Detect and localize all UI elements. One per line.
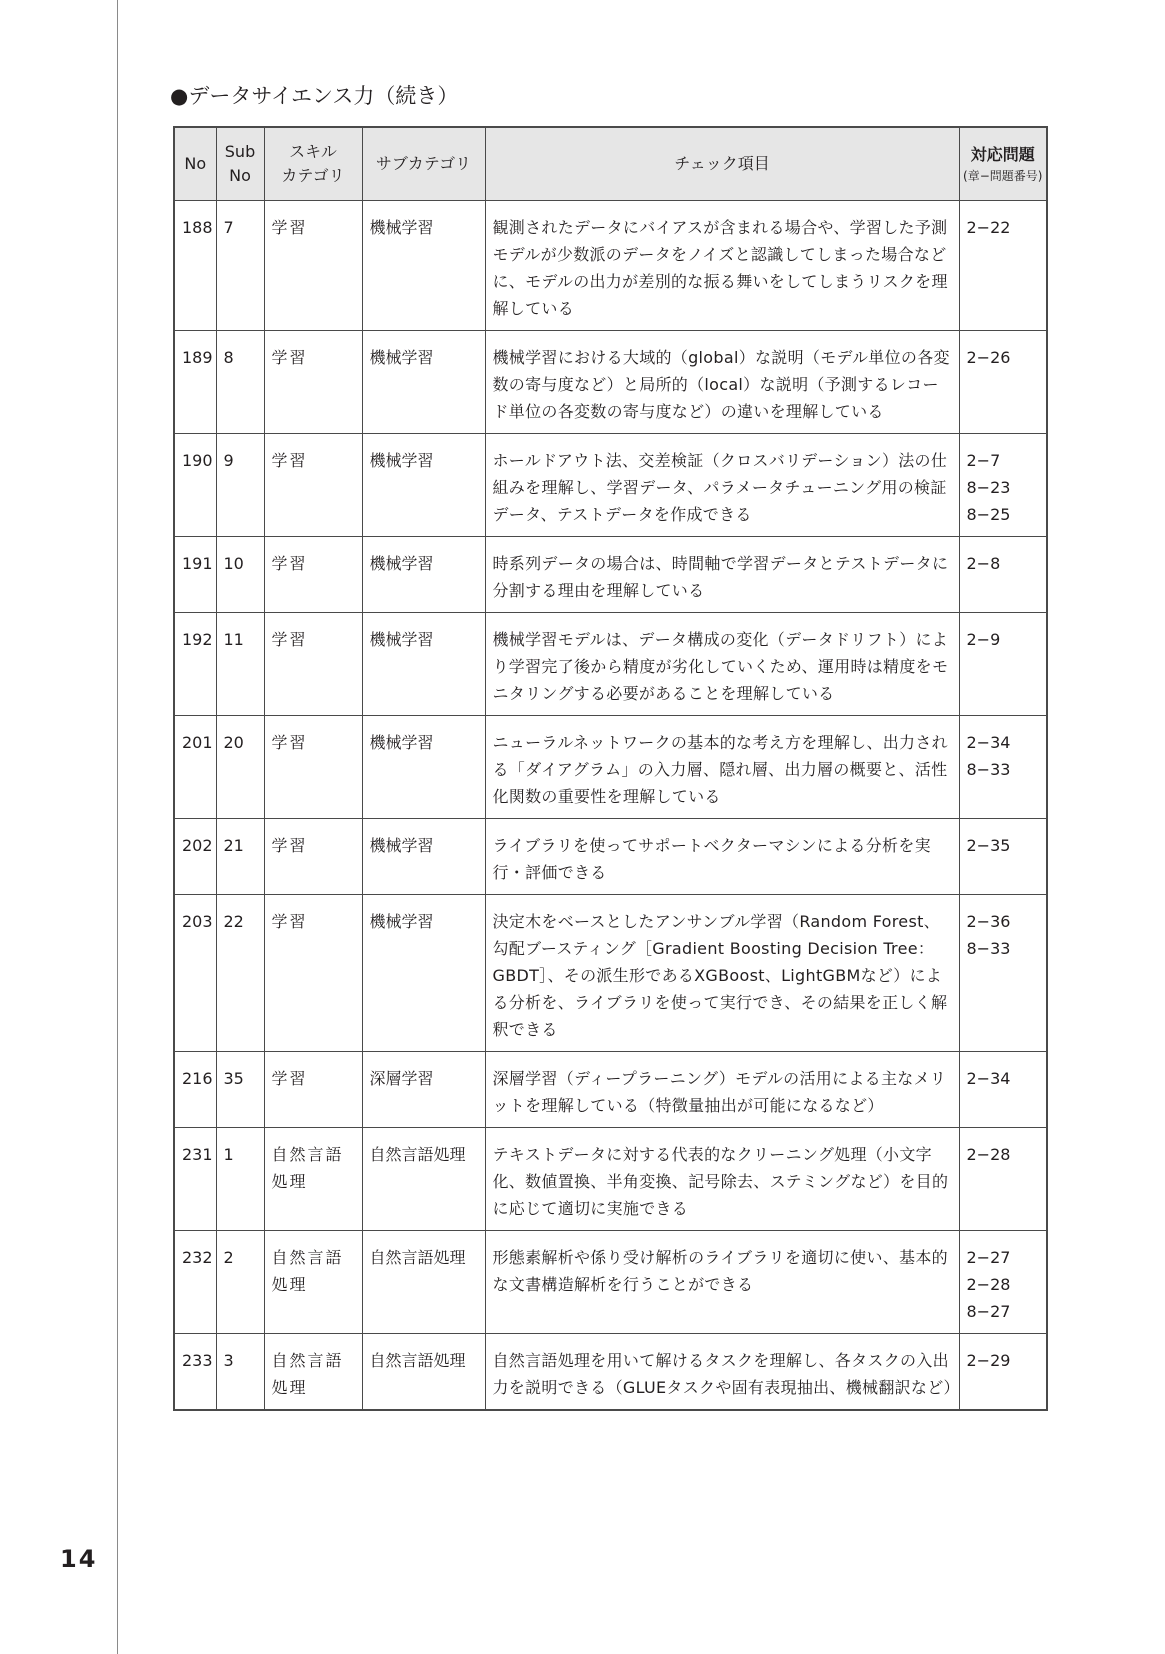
row-subcategory: 自然言語処理 xyxy=(362,1128,485,1231)
row-no: 203 xyxy=(174,895,216,1052)
row-no: 190 xyxy=(174,434,216,537)
row-sub-no: 21 xyxy=(216,819,264,895)
row-sub-no: 22 xyxy=(216,895,264,1052)
table-row xyxy=(174,716,1047,819)
row-no: 231 xyxy=(174,1128,216,1231)
table-row xyxy=(174,331,1047,434)
answer-ref: 2−8 xyxy=(966,554,1001,573)
row-subcategory: 機械学習 xyxy=(362,819,485,895)
row-answer-refs xyxy=(959,1231,1047,1334)
row-answer-refs xyxy=(959,716,1047,819)
header-sub-no-line2: No xyxy=(229,166,251,185)
table-body xyxy=(174,201,1047,1411)
answer-ref: 2−34 xyxy=(966,733,1011,752)
table-row xyxy=(174,1128,1047,1231)
row-subcategory: 機械学習 xyxy=(362,895,485,1052)
row-answer-refs xyxy=(959,1334,1047,1411)
row-skill-category: 学習 xyxy=(264,716,362,819)
header-skill-line2: カテゴリ xyxy=(281,166,345,185)
table-row xyxy=(174,613,1047,716)
answer-ref: 2−35 xyxy=(966,836,1011,855)
row-answer-refs xyxy=(959,331,1047,434)
row-answer-refs xyxy=(959,1128,1047,1231)
row-check-item: 形態素解析や係り受け解析のライブラリを適切に使い、基本的な文書構造解析を行うことができる xyxy=(485,1231,959,1334)
row-sub-no: 2 xyxy=(216,1231,264,1334)
header-check-item: チェック項目 xyxy=(485,127,959,201)
row-answer-refs xyxy=(959,1052,1047,1128)
row-sub-no: 1 xyxy=(216,1128,264,1231)
row-skill-category: 学習 xyxy=(264,1052,362,1128)
row-subcategory: 機械学習 xyxy=(362,201,485,331)
table-row xyxy=(174,819,1047,895)
row-no: 189 xyxy=(174,331,216,434)
header-no: No xyxy=(174,127,216,201)
answer-ref: 2−27 xyxy=(966,1248,1011,1267)
row-subcategory: 機械学習 xyxy=(362,613,485,716)
row-sub-no: 35 xyxy=(216,1052,264,1128)
header-skill-line1: スキル xyxy=(289,142,337,161)
table-header-row xyxy=(174,127,1047,201)
answer-ref: 2−34 xyxy=(966,1069,1011,1088)
row-subcategory: 深層学習 xyxy=(362,1052,485,1128)
row-check-item: 機械学習モデルは、データ構成の変化（データドリフト）により学習完了後から精度が劣化していくため、運用時は精度をモニタリングする必要があることを理解している xyxy=(485,613,959,716)
page-margin-line xyxy=(117,0,118,1654)
row-check-item: 観測されたデータにバイアスが含まれる場合や、学習した予測モデルが少数派のデータをノイズと認識してしまった場合などに、モデルの出力が差別的な振る舞いをしてしまうリスクを理解している xyxy=(485,201,959,331)
answer-ref: 2−28 xyxy=(966,1145,1011,1164)
row-subcategory: 機械学習 xyxy=(362,716,485,819)
row-answer-refs xyxy=(959,537,1047,613)
answer-ref: 2−36 xyxy=(966,912,1011,931)
header-answer-line1: 対応問題 xyxy=(970,145,1035,164)
row-no: 192 xyxy=(174,613,216,716)
row-subcategory: 自然言語処理 xyxy=(362,1334,485,1411)
row-check-item: 機械学習における大域的（global）な説明（モデル単位の各変数の寄与度など）と局所的（local）な説明（予測するレコード単位の各変数の寄与度など）の違いを理解している xyxy=(485,331,959,434)
answer-ref: 2−28 xyxy=(966,1275,1011,1294)
answer-ref: 8−23 xyxy=(966,478,1011,497)
row-skill-category: 自然言語処理 xyxy=(264,1231,362,1334)
row-subcategory: 自然言語処理 xyxy=(362,1231,485,1334)
row-sub-no: 7 xyxy=(216,201,264,331)
row-answer-refs xyxy=(959,434,1047,537)
header-skill-category xyxy=(264,127,362,201)
row-skill-category: 学習 xyxy=(264,331,362,434)
answer-ref: 2−29 xyxy=(966,1351,1011,1370)
row-answer-refs xyxy=(959,819,1047,895)
row-check-item: 深層学習（ディープラーニング）モデルの活用による主なメリットを理解している（特徴量抽出が可能になるなど） xyxy=(485,1052,959,1128)
answer-ref: 8−25 xyxy=(966,505,1011,524)
answer-ref: 2−9 xyxy=(966,630,1001,649)
row-sub-no: 20 xyxy=(216,716,264,819)
row-subcategory: 機械学習 xyxy=(362,331,485,434)
section-title: ●データサイエンス力（続き） xyxy=(170,84,459,108)
table-row xyxy=(174,1334,1047,1411)
row-skill-category: 学習 xyxy=(264,895,362,1052)
table-row xyxy=(174,1231,1047,1334)
row-sub-no: 9 xyxy=(216,434,264,537)
header-answer xyxy=(959,127,1047,201)
answer-ref: 2−7 xyxy=(966,451,1001,470)
header-answer-line2: (章−問題番号) xyxy=(963,169,1043,183)
row-no: 232 xyxy=(174,1231,216,1334)
row-answer-refs xyxy=(959,895,1047,1052)
row-no: 188 xyxy=(174,201,216,331)
row-skill-category: 学習 xyxy=(264,434,362,537)
row-no: 216 xyxy=(174,1052,216,1128)
table-row xyxy=(174,895,1047,1052)
row-check-item: ライブラリを使ってサポートベクターマシンによる分析を実行・評価できる xyxy=(485,819,959,895)
row-no: 201 xyxy=(174,716,216,819)
answer-ref: 8−33 xyxy=(966,760,1011,779)
row-no: 233 xyxy=(174,1334,216,1411)
row-skill-category: 学習 xyxy=(264,537,362,613)
header-sub-no-line1: Sub xyxy=(224,142,256,161)
row-no: 191 xyxy=(174,537,216,613)
row-check-item: 決定木をベースとしたアンサンブル学習（Random Forest、勾配ブースティング［Gradient Boosting Decision Tree：GBDT］、その派生形であるXGBoost、LightGBMなど）による分析を、ライブラリを使って実行でき、その結果を正しく解釈できる xyxy=(485,895,959,1052)
row-check-item: 自然言語処理を用いて解けるタスクを理解し、各タスクの入出力を説明できる（GLUEタスクや固有表現抽出、機械翻訳など） xyxy=(485,1334,959,1411)
row-sub-no: 3 xyxy=(216,1334,264,1411)
row-skill-category: 学習 xyxy=(264,819,362,895)
row-answer-refs xyxy=(959,201,1047,331)
row-no: 202 xyxy=(174,819,216,895)
answer-ref: 2−26 xyxy=(966,348,1011,367)
row-sub-no: 10 xyxy=(216,537,264,613)
row-check-item: テキストデータに対する代表的なクリーニング処理（小文字化、数値置換、半角変換、記号除去、ステミングなど）を目的に応じて適切に実施できる xyxy=(485,1128,959,1231)
row-sub-no: 11 xyxy=(216,613,264,716)
row-sub-no: 8 xyxy=(216,331,264,434)
header-subcategory: サブカテゴリ xyxy=(362,127,485,201)
answer-ref: 8−27 xyxy=(966,1302,1011,1321)
row-skill-category: 自然言語処理 xyxy=(264,1334,362,1411)
row-subcategory: 機械学習 xyxy=(362,434,485,537)
answer-ref: 8−33 xyxy=(966,939,1011,958)
row-skill-category: 自然言語処理 xyxy=(264,1128,362,1231)
page-number: 14 xyxy=(60,1545,98,1573)
answer-ref: 2−22 xyxy=(966,218,1011,237)
header-sub-no xyxy=(216,127,264,201)
table-row xyxy=(174,1052,1047,1128)
row-skill-category: 学習 xyxy=(264,201,362,331)
row-answer-refs xyxy=(959,613,1047,716)
row-skill-category: 学習 xyxy=(264,613,362,716)
row-check-item: ニューラルネットワークの基本的な考え方を理解し、出力される「ダイアグラム」の入力層、隠れ層、出力層の概要と、活性化関数の重要性を理解している xyxy=(485,716,959,819)
table-row xyxy=(174,434,1047,537)
table-row xyxy=(174,201,1047,331)
table-row xyxy=(174,537,1047,613)
row-subcategory: 機械学習 xyxy=(362,537,485,613)
row-check-item: ホールドアウト法、交差検証（クロスバリデーション）法の仕組みを理解し、学習データ、パラメータチューニング用の検証データ、テストデータを作成できる xyxy=(485,434,959,537)
skill-checklist-table xyxy=(173,126,1048,1411)
row-check-item: 時系列データの場合は、時間軸で学習データとテストデータに分割する理由を理解している xyxy=(485,537,959,613)
